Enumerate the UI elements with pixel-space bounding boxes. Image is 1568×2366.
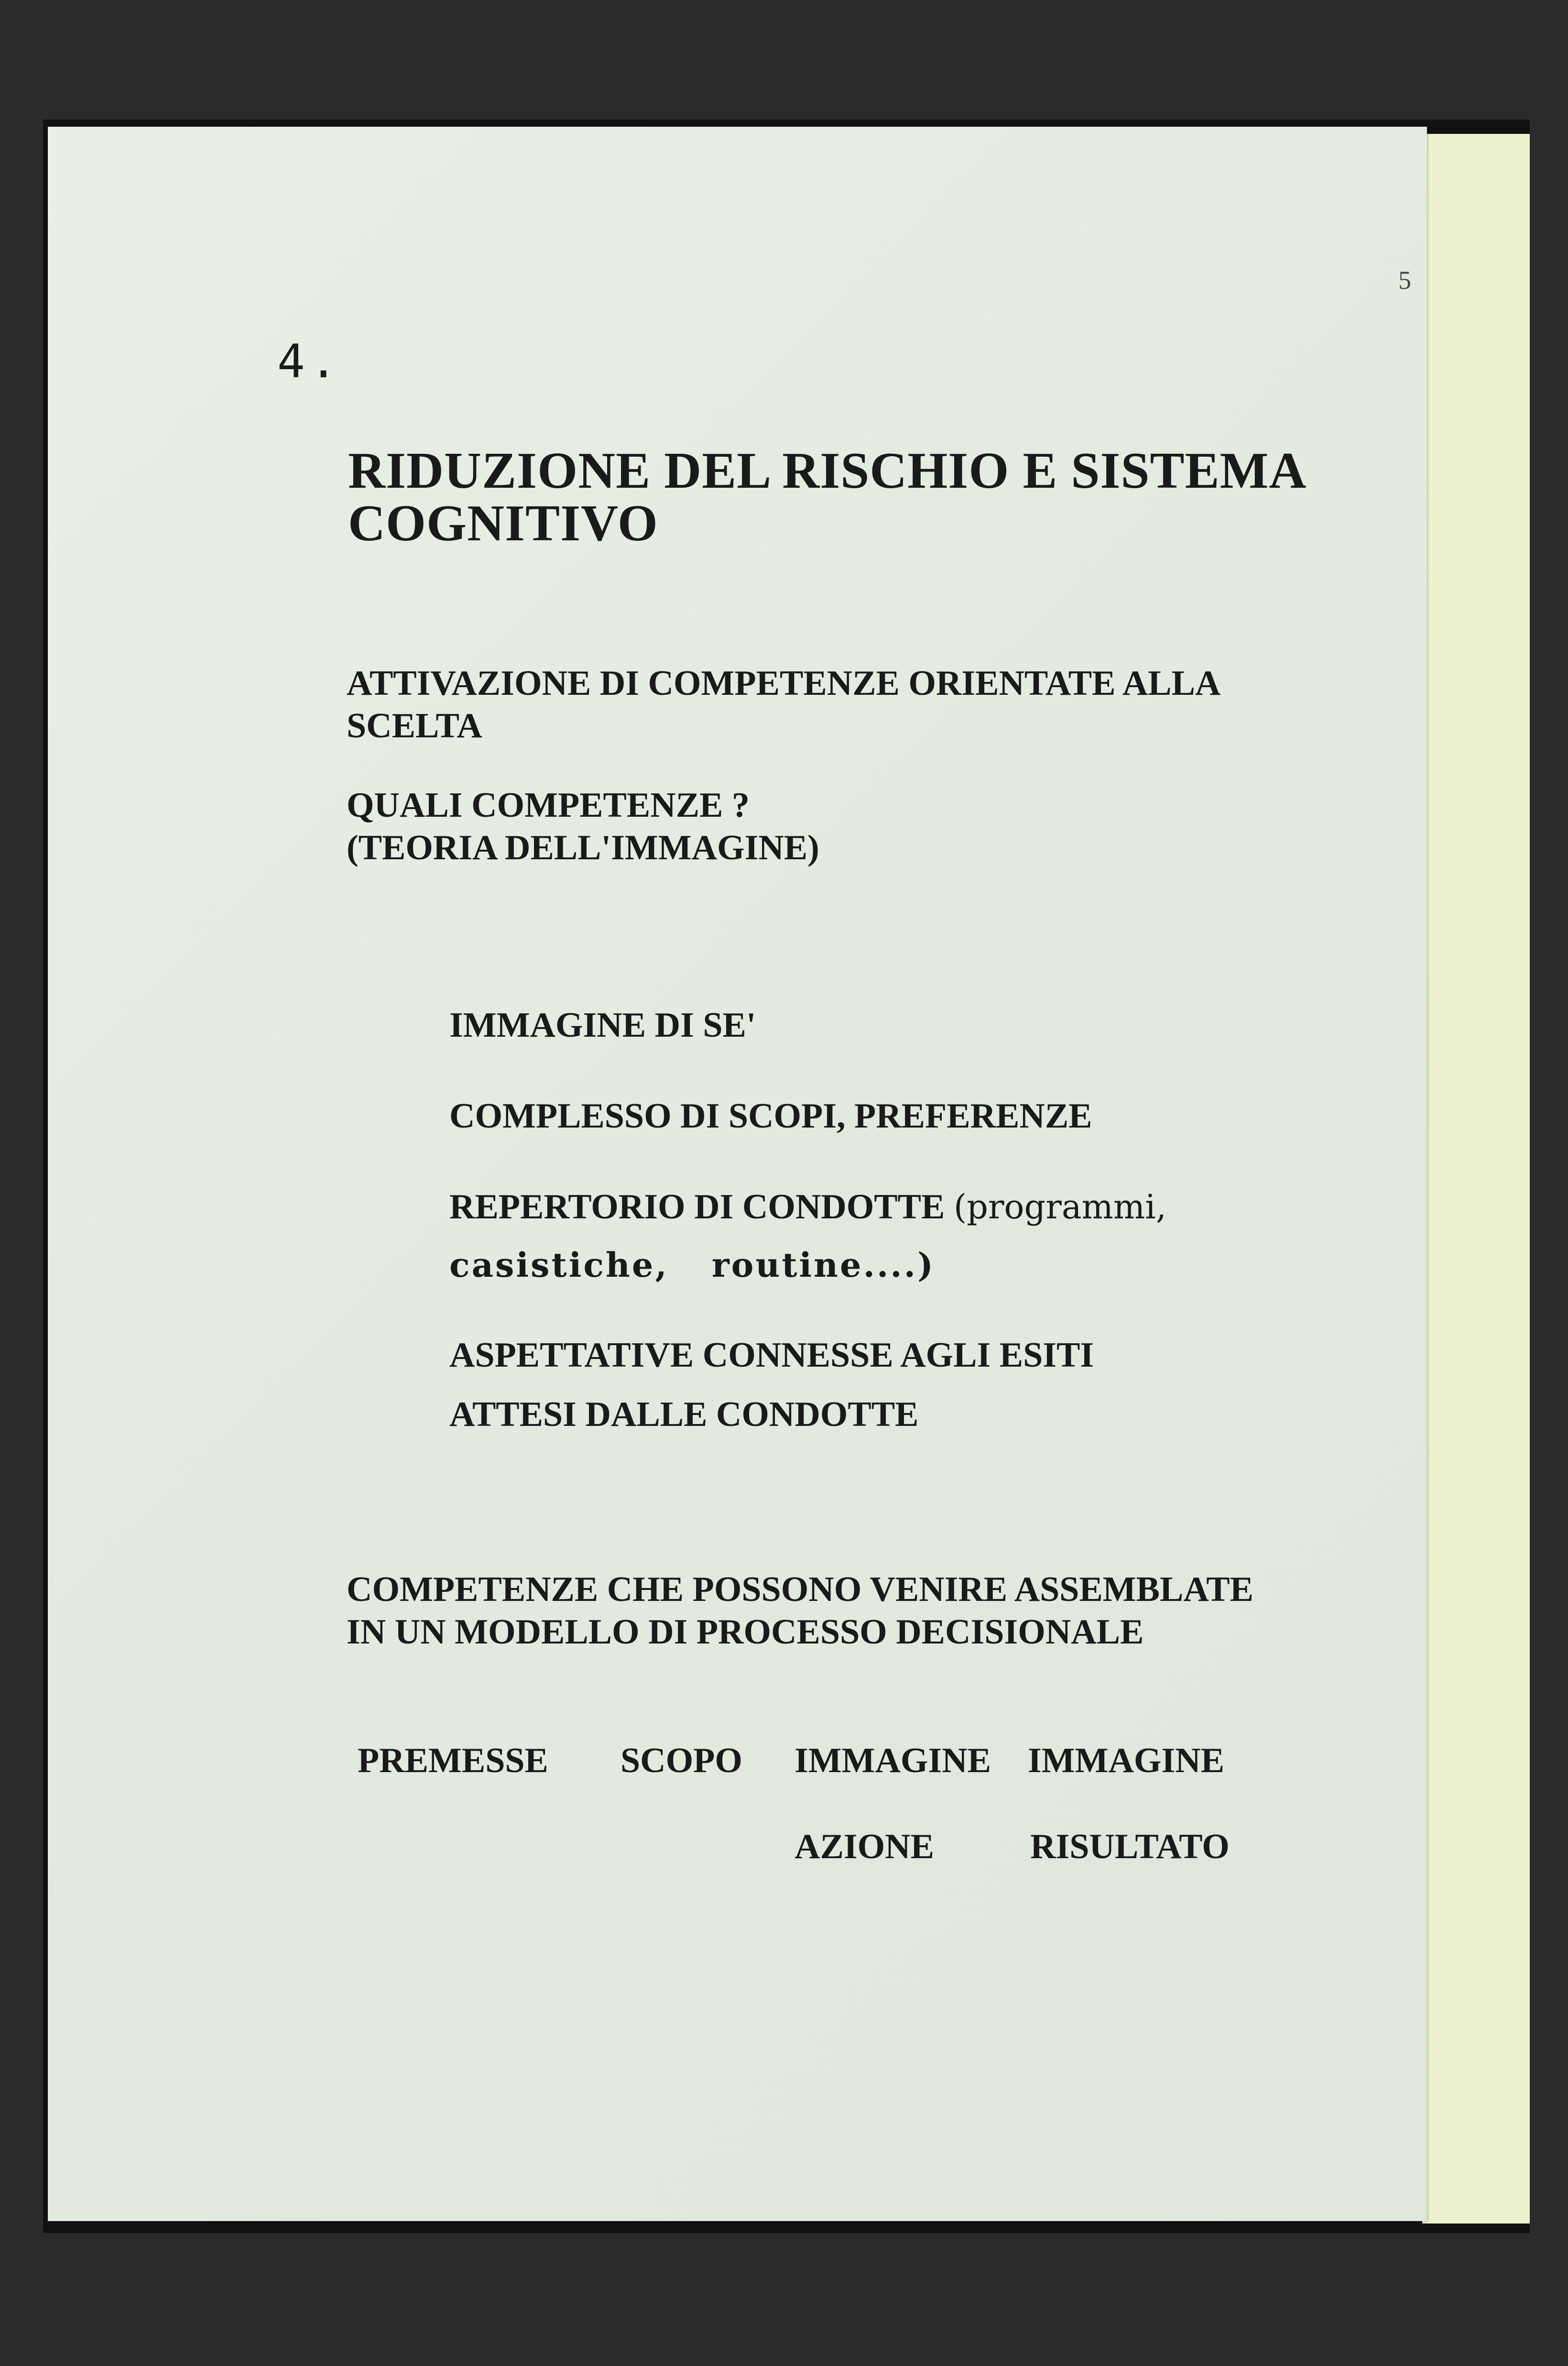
- model-immagine-risultato-top: IMMAGINE: [1028, 1741, 1225, 1780]
- yellow-paper-strip: [1422, 134, 1530, 2224]
- model-azione: AZIONE: [795, 1827, 934, 1866]
- model-immagine-azione-top: IMMAGINE: [795, 1741, 991, 1780]
- theory-text: (TEORIA DELL'IMMAGINE): [347, 828, 819, 867]
- model-premesse: PREMESSE: [358, 1741, 548, 1780]
- model-risultato: RISULTATO: [1030, 1827, 1230, 1866]
- intro-line-1: ATTIVAZIONE DI COMPETENZE ORIENTATE ALLA: [347, 664, 1221, 703]
- competence-item-self-image: IMMAGINE DI SE': [449, 1006, 756, 1045]
- document-page: [48, 127, 1427, 2221]
- intro-line-2: SCELTA: [347, 706, 482, 745]
- repertoire-casistiche: casistiche,: [449, 1245, 669, 1285]
- model-scopo: SCOPO: [621, 1741, 742, 1780]
- question-block: [347, 784, 1374, 869]
- competence-item-expectations: [449, 1334, 1358, 1436]
- repertoire-routine: routine....): [711, 1245, 936, 1285]
- repertoire-caps: REPERTORIO DI CONDOTTE: [449, 1187, 945, 1227]
- expectations-line-2: ATTESI DALLE CONDOTTE: [449, 1394, 919, 1434]
- competence-item-goals: COMPLESSO DI SCOPI, PREFERENZE: [449, 1096, 1092, 1136]
- competence-item-conduct-repertoire: [449, 1186, 1358, 1285]
- repertoire-paren: (programmi,: [953, 1187, 1166, 1227]
- question-text: QUALI COMPETENZE ?: [347, 786, 750, 825]
- conclusion-line-2: IN UN MODELLO DI PROCESSO DECISIONALE: [347, 1612, 1144, 1652]
- expectations-line-1: ASPETTATIVE CONNESSE AGLI ESITI: [449, 1336, 1094, 1375]
- conclusion-line-1: COMPETENZE CHE POSSONO VENIRE ASSEMBLATE: [347, 1570, 1254, 1609]
- conclusion-paragraph: [347, 1568, 1374, 1654]
- section-number: 4.: [277, 335, 342, 388]
- page-title: [348, 442, 1376, 552]
- page-number: 5: [1398, 266, 1411, 295]
- title-line-2: COGNITIVO: [348, 495, 658, 552]
- title-line-1: RIDUZIONE DEL RISCHIO E SISTEMA: [348, 442, 1307, 499]
- intro-paragraph: [347, 662, 1374, 747]
